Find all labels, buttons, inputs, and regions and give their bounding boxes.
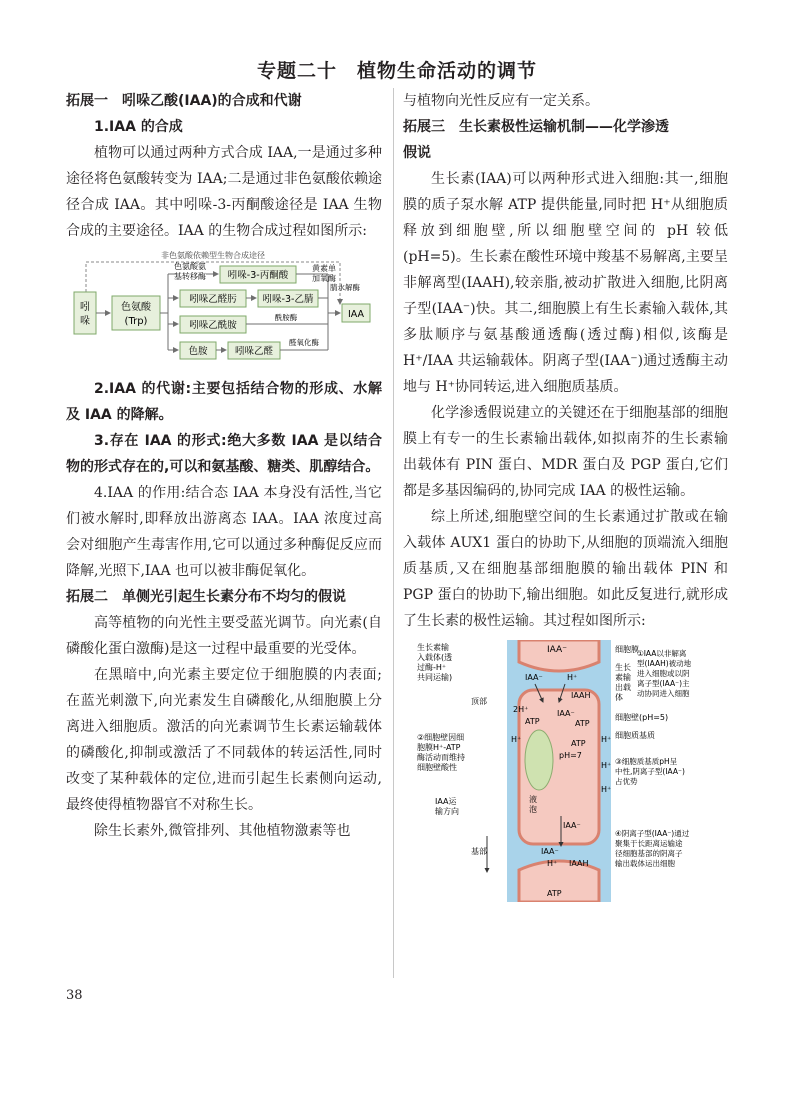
section2-label: 拓展二 bbox=[66, 589, 108, 605]
out-carrier-4: 体 bbox=[615, 693, 623, 702]
enzyme2-label-2: 加氧酶 bbox=[312, 274, 336, 283]
section1-para2: 2.IAA 的代谢:主要包括结合物的形成、水解及 IAA 的降解。 bbox=[66, 381, 382, 423]
wall-label: 细胞壁(pH=5) bbox=[615, 713, 669, 722]
tam-label: 色胺 bbox=[188, 346, 208, 357]
section3-para3: 综上所述,细胞壁空间的生长素通过扩散或在输入载体 AUX1 蛋白的协助下,从细胞的顶端流入细胞质基质,又在细胞基部细胞膜的输出载体 PIN 和 PGP 蛋白的协助下,输出细胞。如此反复进行,就形成了生长素的极性运输。其过程如图所示: bbox=[403, 509, 728, 629]
iaa-anion-wall-bottom: IAA⁻ bbox=[541, 847, 559, 856]
iaah-bottom: IAAH bbox=[569, 859, 589, 868]
section2-para1: 高等植物的向光性主要受蓝光调节。向光素(自磷酸化蛋白激酶)是这一过程中最重要的光受体。 bbox=[66, 615, 382, 657]
indole-label-1: 吲 bbox=[80, 302, 90, 313]
iam-label: 吲哚乙酰胺 bbox=[189, 320, 237, 331]
indole-box bbox=[74, 292, 96, 334]
right-column bbox=[403, 88, 728, 902]
left-column bbox=[66, 88, 382, 844]
section2-para2: 在黑暗中,向光素主要定位于细胞膜的内表面;在蓝光刺激下,向光素发生自磷酸化,从细胞膜上分离进入细胞质。激活的向光素调节生长素运输载体的磷酸化,抑制或激活了不同载体的转运活性,同时改变了某种载体的定位,进而引起生长素侧向运动,最终使得植物器官不对称生长。 bbox=[66, 667, 382, 813]
trp-label-1: 色氨酸 bbox=[121, 302, 151, 313]
note1-line-5: 动协同进入细胞 bbox=[637, 689, 690, 698]
ian-label: 吲哚-3-乙腈 bbox=[262, 294, 314, 305]
ph7-label: pH=7 bbox=[559, 751, 582, 760]
atp-center: ATP bbox=[571, 739, 586, 748]
page-title: 专题二十 植物生命活动的调节 bbox=[256, 60, 537, 82]
in-carrier-label-3: 过酶-H⁺ bbox=[417, 663, 447, 672]
vacuole-label-2: 泡 bbox=[529, 805, 537, 814]
enzyme1-label-1: 色氨酸氨 bbox=[174, 262, 206, 271]
polar-transport-diagram bbox=[415, 640, 715, 902]
note3-line-3: 占优势 bbox=[615, 777, 638, 786]
hplus-wall-top: H⁺ bbox=[567, 673, 578, 682]
enzyme1-label-2: 基转移酶 bbox=[174, 272, 206, 281]
note2-line-1: ②细胞壁因细 bbox=[417, 733, 465, 742]
ipya-label: 吲哚-3-丙酮酸 bbox=[227, 270, 289, 281]
out-carrier-3: 出载 bbox=[615, 683, 631, 692]
transport-label-2: 输方向 bbox=[435, 807, 459, 816]
section2-para3: 除生长素外,微管排列、其他植物激素等也 bbox=[94, 823, 351, 839]
section1-para4: 4.IAA 的作用:结合态 IAA 本身没有活性,当它们被水解时,即释放出游离态 IAA。IAA 浓度过高会对细胞产生毒害作用,它可以通过多种酶促反应而降解,光照下,IAA 也可以被非酶促氧化。 bbox=[66, 485, 382, 579]
in-carrier-label-2: 入载体(透 bbox=[417, 653, 453, 662]
section2-heading bbox=[66, 584, 382, 610]
note2-line-3: 酶活动而维持 bbox=[417, 753, 465, 762]
section2-title: 单侧光引起生长素分布不均匀的假说 bbox=[122, 589, 346, 605]
hplus-right-3: H⁺ bbox=[601, 785, 612, 794]
section1-para1: 植物可以通过两种方式合成 IAA,一是通过多种途径将色氨酸转变为 IAA;二是通过非色氨酸依赖途径合成 IAA。其中吲哚-3-丙酮酸途径是 IAA 生物合成的主要途径。IAA 的生物合成过程如图所示: bbox=[66, 145, 382, 239]
column-divider bbox=[393, 88, 394, 978]
bottom-label: 基部 bbox=[471, 847, 487, 856]
matrix-label: 细胞质基质 bbox=[615, 731, 655, 740]
section3-label: 拓展三 bbox=[403, 119, 445, 135]
section1-subheading: 1.IAA 的合成 bbox=[94, 119, 183, 135]
in-carrier-label-1: 生长素输 bbox=[417, 643, 449, 652]
note4-line-4: 输出载体运出细胞 bbox=[615, 859, 675, 868]
section1-label: 拓展一 bbox=[66, 93, 108, 109]
note1-line-2: 型(IAAH)被动地 bbox=[637, 659, 692, 668]
h2plus-label: 2H⁺ bbox=[513, 705, 529, 714]
hplus-left: H⁺ bbox=[511, 735, 522, 744]
indole-label-2: 哚 bbox=[80, 316, 90, 327]
section1-heading bbox=[66, 88, 382, 114]
trp-label-2: (Trp) bbox=[124, 316, 148, 327]
note1-line-3: 进入细胞或以阴 bbox=[637, 669, 690, 678]
note2-line-4: 细胞壁酸性 bbox=[417, 763, 457, 772]
note4-line-1: ④阴离子型(IAA⁻)通过 bbox=[615, 829, 690, 838]
section2-para3-continued: 与植物向光性反应有一定关系。 bbox=[403, 93, 599, 109]
hplus-right-2: H⁺ bbox=[601, 761, 612, 770]
section3-para2: 化学渗透假说建立的关键还在于细胞基部的细胞膜上有专一的生长素输出载体,如拟南芥的生长素输出载体有 PIN 蛋白、MDR 蛋白及 PGP 蛋白,它们都是多基因编码的,协同完成 IAA 的极性运输。 bbox=[403, 405, 728, 499]
iaa-synthesis-svg bbox=[72, 248, 372, 370]
section1-para3: 3.存在 IAA 的形式:绝大多数 IAA 是以结合物的形式存在的,可以和氨基酸、糖类、肌醇结合。 bbox=[66, 433, 382, 475]
atp-bottom: ATP bbox=[547, 889, 562, 898]
iaa-synthesis-diagram bbox=[72, 248, 372, 370]
vacuole bbox=[525, 730, 553, 790]
in-carrier-label-4: 共同运输) bbox=[417, 673, 453, 682]
aldox-label: 醛氧化酶 bbox=[289, 338, 319, 347]
hplus-right-1: H⁺ bbox=[601, 735, 612, 744]
section1-title: 吲哚乙酸(IAA)的合成和代谢 bbox=[122, 93, 302, 109]
top-label: 顶部 bbox=[471, 697, 487, 706]
iaa-anion-top: IAA⁻ bbox=[547, 645, 567, 655]
atp-right: ATP bbox=[575, 719, 590, 728]
polar-transport-svg bbox=[415, 640, 715, 902]
hplus-bottom: H⁺ bbox=[547, 859, 558, 868]
page-number: 38 bbox=[66, 988, 83, 1003]
section3-para1: 生长素(IAA)可以两种形式进入细胞:其一,细胞膜的质子泵水解 ATP 提供能量,同时把 H⁺从细胞质释放到细胞壁,所以细胞壁空间的 pH 较低(pH=5)。生长素在酸性环境中羧基不易解离,主要呈非解离型(IAAH),较亲脂,被动扩散进入细胞,比阴离子型(IAA⁻)快。其二,细胞膜上有生长素输入载体,其多肽顺序与氨基酸通透酶(透过酶)相似,该酶是 H⁺/IAA 共运输载体。阴离子型(IAA⁻)通过透酶主动地与 H⁺协同转运,进入细胞质基质。 bbox=[403, 171, 728, 395]
section3-heading-line2: 假说 bbox=[403, 145, 431, 161]
iaa-anion-cell-top: IAA⁻ bbox=[557, 709, 575, 718]
iaa-anion-wall-left: IAA⁻ bbox=[525, 673, 543, 682]
amidase-label: 酰胺酶 bbox=[274, 313, 298, 322]
iaox-label: 吲哚乙醛肟 bbox=[189, 294, 237, 305]
iaah-top: IAAH bbox=[571, 691, 591, 700]
enzyme2-label-1: 黄素单 bbox=[312, 264, 336, 273]
note2-line-2: 胞膜H⁺-ATP bbox=[417, 743, 461, 752]
section3-title: 生长素极性运输机制——化学渗透 bbox=[459, 119, 669, 135]
out-carrier-2: 素输 bbox=[615, 673, 631, 682]
iaa-anion-cell-bottom: IAA⁻ bbox=[563, 821, 581, 830]
note3-line-2: 中性,阴离子型(IAA⁻) bbox=[615, 767, 685, 776]
section3-heading bbox=[403, 114, 728, 140]
out-carrier-1: 生长 bbox=[615, 663, 631, 672]
iaald-label: 吲哚乙醛 bbox=[234, 346, 274, 357]
transport-label-1: IAA运 bbox=[435, 797, 457, 806]
nitrilase-label: 腈水解酶 bbox=[330, 283, 360, 292]
note1-line-1: ①IAA以非解离 bbox=[637, 649, 687, 658]
note3-line-1: ③细胞质基质pH呈 bbox=[615, 757, 678, 766]
vacuole-label-1: 液 bbox=[529, 795, 537, 804]
atp-left: ATP bbox=[525, 717, 540, 726]
note4-line-3: 径细胞基部的阴离子 bbox=[615, 849, 683, 858]
note4-line-2: 聚集于长距离运输途 bbox=[615, 839, 683, 848]
note1-line-4: 离子型(IAA⁻)主 bbox=[637, 679, 690, 688]
membrane-label: 细胞膜 bbox=[615, 645, 639, 654]
non-trp-path-label: 非色氨酸依赖型生物合成途径 bbox=[161, 251, 265, 260]
iaa-label: IAA bbox=[347, 309, 365, 320]
